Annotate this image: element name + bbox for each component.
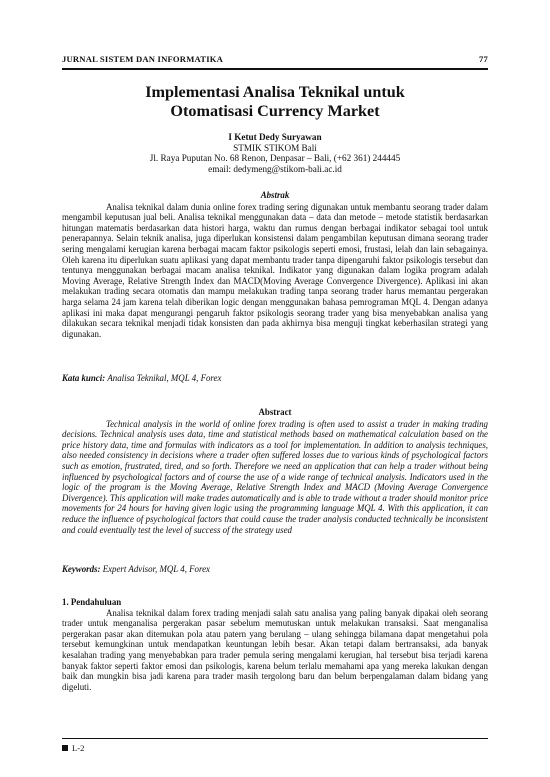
kata-kunci-value: Analisa Teknikal, MQL 4, Forex xyxy=(107,373,222,383)
section-text: Analisa teknikal dalam forex trading menjadi salah satu analisa yang paling banyak dipakai oleh seorang trader untuk menganalisa pergerakan pasar sebelum memutuskan untuk melakukan transaksi. Saat menganalisa pergerakan pasar akan ditemukan pola atau patern yang berulang – ulang sehingga bilamana dapat mengetahui pola tersebut kemungkinan untuk mendapatkan keuntungan lebih besar. Akan tetapi dalam bertransaksi, ada banyak kesalahan trading yang menyebabkan para trader pemula sering mengalami kerugian, hal tersebut bisa terjadi karena banyak faktor seperti faktor emosi dan psikologis, karena belum terlalu memahami apa yang mereka lakukan dengan baik dan mungkin bisa jadi karena para trader masih tergolong baru dan belum berpengalaman dalam bidang yang digeluti. xyxy=(62,607,488,692)
page-number: 77 xyxy=(479,54,488,64)
abstrak-block xyxy=(62,190,488,339)
title-line-1: Implementasi Analisa Teknikal untuk xyxy=(145,83,405,101)
running-header xyxy=(62,54,488,70)
abstrak-text: Analisa teknikal dalam dunia online forex trading sering digunakan untuk membantu seorang trader dalam mengambil keputusan jual beli. Analisa teknikal menggunakan data – data dan metode – metode statistik berdasarkan hitungan matematis berdasarkan data histori harga, waktu dan rumus dengan berbagai indikator sebagai tool untuk penerapannya. Selain teknik analisa, juga diperlukan konsistensi dalam pengambilan keputusan dimana seorang trader sering mengalami kerugian karena berbagai macam faktor psikologis seperti emosi, frustasi, lelah dan lain sebagainya. Oleh karena itu diperlukan suatu aplikasi yang dapat membantu trader tanpa dipengaruhi faktor psikologis tersebut dan tentunya menggunakan berbagai macam analisa teknikal. Indikator yang digunakan dalam logika program adalah Moving Average, Relative Strength Index dan MACD(Moving Average Convergence Divergence). Aplikasi ini akan melakukan trading secara otomatis dan mampu melakukan trading tanpa seorang trader harus memantau pergerakan harga selama 24 jam karena telah diberikan logic dengan menggunakan bahasa pemrograman MQL 4. Dengan adanya aplikasi ini maka dapat mengurangi pengaruh faktor psikologis seorang trader yang bisa menyebabkan analisa yang dilakukan secara teknikal menjadi tidak konsisten dan pada akhirnya bisa menguji tingkat keberhasilan strategi yang digunakan. xyxy=(62,201,488,339)
abstract-block xyxy=(62,407,488,535)
section-heading: 1. Pendahuluan xyxy=(62,597,122,607)
footer-label: L-2 xyxy=(72,743,85,753)
author-email: email: dedymeng@stikom-bali.ac.id xyxy=(208,163,342,174)
abstrak-heading: Abstrak xyxy=(260,190,290,200)
author-name: I Ketut Dedy Suryawan xyxy=(228,132,322,142)
abstract-heading: Abstract xyxy=(258,407,292,417)
journal-name: JURNAL SISTEM DAN INFORMATIKA xyxy=(62,54,224,64)
keywords-value: Expert Advisor, MQL 4, Forex xyxy=(102,564,210,574)
kata-kunci-line xyxy=(62,373,488,383)
kata-kunci-label: Kata kunci: xyxy=(62,373,106,383)
page-footer xyxy=(62,738,488,753)
abstract-text: Technical analysis in the world of online forex trading is often used to assist a trader in making trading decisions. Technical analysis uses data, time and statistical methods based on mathematical calculation based on the price history data, time and formulas with indicators as a tool for implementation. In addition to analysis techniques, also needed consistency in decisions where a trader often suffered losses due to various kinds of psychological factors such as emotion, frustrated, tired, and so forth. Therefore we need an application that can help a trader without being influenced by psychological factors and of course the use of a wide range of technical analysis. Indicators used in the logic of the program is the Moving Average, Relative Strength Index and MACD (Moving Average Convergence Divergence). This application will make trades automatically and is able to trade without a trader should monitor price movements for 24 hours for having given logic using the programming language MQL 4. With this application, it can reduce the influence of psychological factors that could cause the trader analysis conducted technically be inconsistent and could eventually test the level of success of the strategy used xyxy=(62,418,488,535)
keywords-line xyxy=(62,564,488,574)
square-bullet-icon xyxy=(62,745,68,751)
paper-title xyxy=(62,83,488,121)
title-line-2: Otomatisasi Currency Market xyxy=(170,102,380,120)
author-block xyxy=(62,132,488,174)
keywords-label: Keywords: xyxy=(62,564,101,574)
author-address: Jl. Raya Puputan No. 68 Renon, Denpasar – Bali, (+62 361) 244445 xyxy=(149,153,401,164)
section-pendahuluan xyxy=(62,597,488,692)
author-institution: STMIK STIKOM Bali xyxy=(233,142,317,153)
